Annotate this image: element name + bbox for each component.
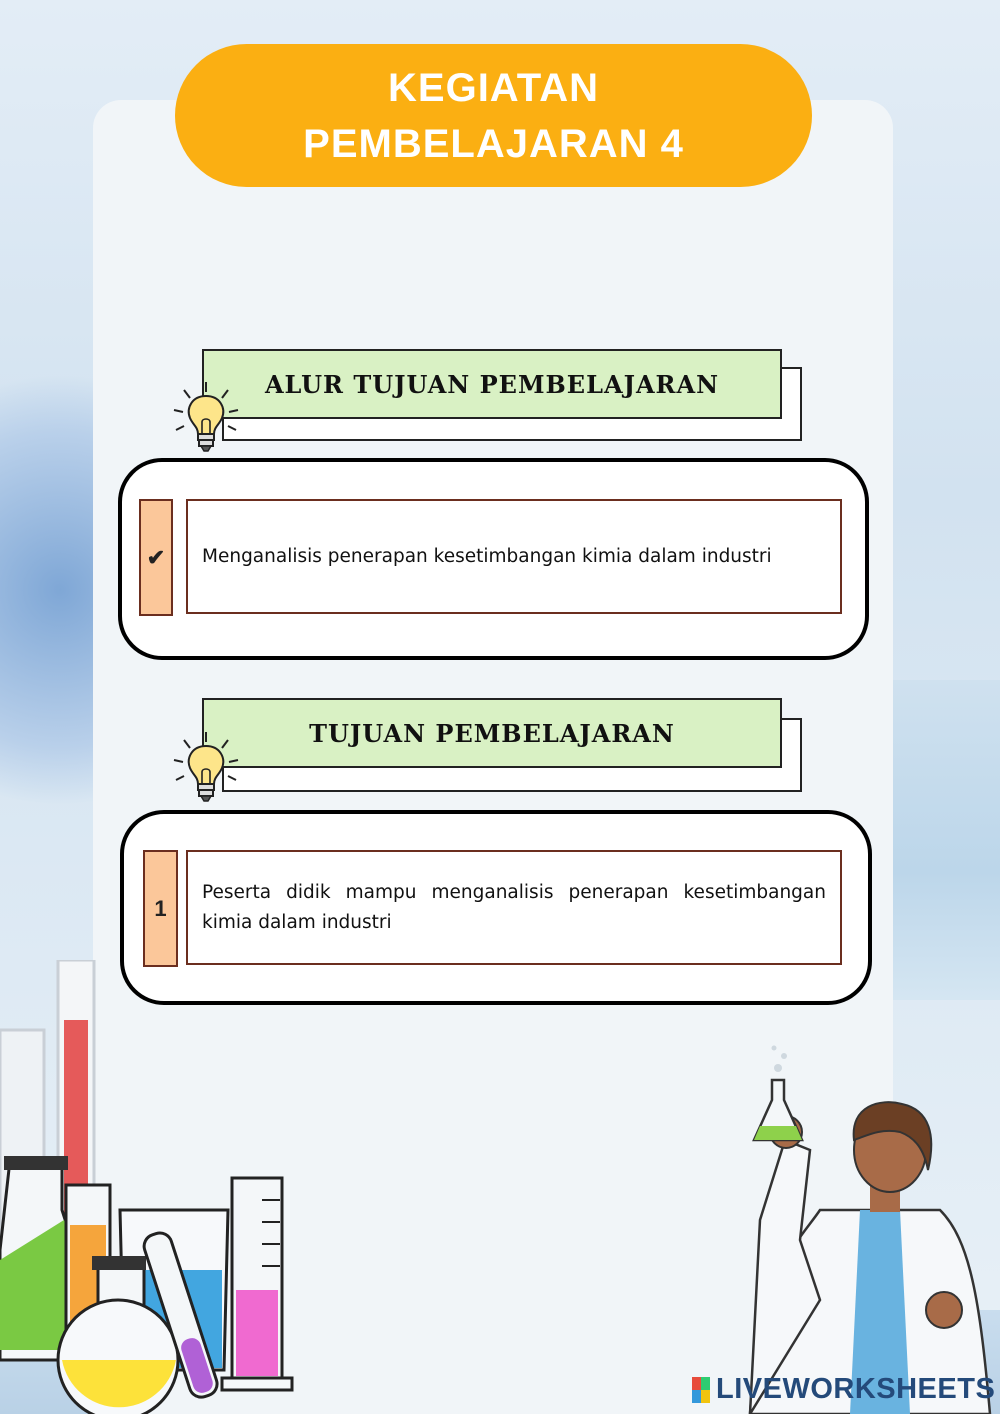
section-2-text: Peserta didik mampu menganalisis penerapan kesetimbangan kimia dalam industri — [186, 850, 842, 965]
number-badge: 1 — [143, 850, 178, 967]
section-heading-2 — [202, 698, 782, 768]
watermark-text: LIVEWORKSHEETS — [716, 1373, 996, 1405]
lightbulb-icon — [166, 378, 246, 458]
section-heading-2-text: TUJUAN PEMBELAJARAN — [309, 718, 675, 748]
lab-background-decoration — [880, 680, 1000, 1000]
title-line-2: PEMBELAJARAN 4 — [303, 121, 684, 166]
section-heading-1-text: ALUR TUJUAN PEMBELAJARAN — [264, 369, 720, 399]
section-1-text: Menganalisis penerapan kesetimbangan kimia dalam industri — [186, 499, 842, 614]
title-line-1: KEGIATAN — [388, 65, 599, 110]
liveworksheets-watermark — [692, 1373, 995, 1406]
lab-glassware-illustration — [0, 960, 300, 1414]
check-icon: ✔ — [139, 499, 173, 616]
title-banner — [175, 44, 812, 187]
liveworksheets-logo-icon — [692, 1377, 710, 1403]
section-heading-1 — [202, 349, 782, 419]
lightbulb-icon — [166, 728, 246, 808]
scientist-illustration — [730, 1040, 1000, 1414]
